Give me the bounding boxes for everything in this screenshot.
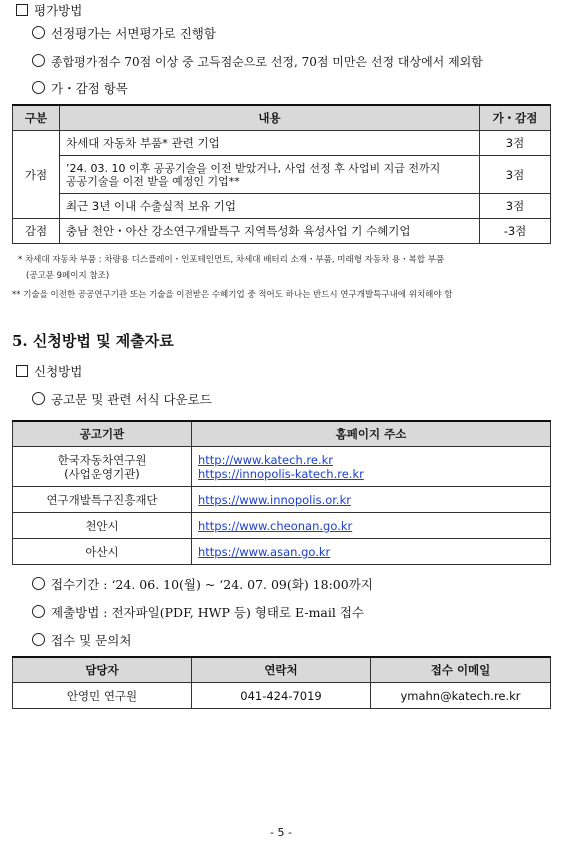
katech-link[interactable]: http://www.katech.re.kr [198,452,333,467]
contact-table [12,656,551,709]
evaluation-item: 선정평가는 서면평가로 진행함 [32,26,216,42]
contact-person: 안영민 연구원 [13,683,192,709]
innopolis-link[interactable]: https://www.innopolis.or.kr [198,492,351,507]
footnote: ** 기술을 이전한 공공연구기관 또는 기술을 이전받은 수혜기업 중 적어도 하나는 반드시 연구개발특구내에 위치해야 함 [12,290,453,300]
section-title: 5. 신청방법 및 제출자료 [12,332,174,350]
evaluation-heading: 평가방법 [16,3,82,19]
circle-bullet-icon [32,54,45,67]
table-row [13,487,551,513]
row-content: 최근 3년 이내 수출실적 보유 기업 [60,194,480,219]
circle-bullet-icon [32,26,45,39]
org-cell: 한국자동차연구원 (사업운영기관) [13,447,192,487]
table-header: 접수 이메일 [371,657,551,683]
org-cell: 천안시 [13,513,192,539]
row-content: 충남 천안・아산 강소연구개발특구 지역특성화 육성사업 기 수혜기업 [60,219,480,244]
circle-bullet-icon [32,392,45,405]
table-header: 내용 [60,105,480,131]
submit-item: 제출방법 : 전자파일(PDF, HWP 등) 형태로 E-mail 접수 [32,605,364,621]
evaluation-item: 종합평가점수 70점 이상 중 고득점순으로 선정, 70점 미만은 선정 대상에서 제외함 [32,54,483,70]
circle-bullet-icon [32,633,45,646]
url-cell [192,447,551,487]
minus-label: 감점 [13,219,60,244]
table-row [13,539,551,565]
table-row [13,513,551,539]
footnote: * 차세대 자동차 부품 : 차량용 디스플레이・인포테인먼트, 차세대 배터리 소재・부품, 미래형 자동차 용・복합 부품 [18,255,445,265]
row-points: 3점 [480,156,551,194]
table-header: 홈페이지 주소 [192,421,551,447]
bonus-points-table [12,104,551,244]
plus-label: 가점 [13,131,60,219]
row-points: 3점 [480,131,551,156]
table-row [13,683,551,709]
table-header: 연락처 [192,657,371,683]
cheonan-link[interactable]: https://www.cheonan.go.kr [198,518,353,533]
url-cell [192,513,551,539]
table-header: 구분 [13,105,60,131]
table-header: 공고기관 [13,421,192,447]
page-number: - 5 - [270,826,292,839]
links-table [12,420,551,565]
table-row [13,194,551,219]
square-bullet-icon [16,365,28,377]
circle-bullet-icon [32,81,45,94]
circle-bullet-icon [32,605,45,618]
row-content: ’24. 03. 10 이후 공공기술을 이전 받았거나, 사업 선정 후 사업비 지급 전까지 공공기술을 이전 받을 예정인 기업** [60,156,480,194]
download-item: 공고문 및 관련 서식 다운로드 [32,392,212,408]
table-header: 담당자 [13,657,192,683]
org-cell: 연구개발특구진흥재단 [13,487,192,513]
row-content: 차세대 자동차 부품* 관련 기업 [60,131,480,156]
contact-phone: 041-424-7019 [192,683,371,709]
contact-email[interactable]: ymahn@katech.re.kr [371,683,551,709]
url-cell [192,539,551,565]
method-heading: 신청방법 [16,364,82,380]
square-bullet-icon [16,4,28,16]
row-points: -3점 [480,219,551,244]
period-item: 접수기간 : ‘24. 06. 10(월) ~ ‘24. 07. 09(화) 18:00까지 [32,577,373,593]
table-header: 가・감점 [480,105,551,131]
evaluation-item: 가・감점 항목 [32,81,128,97]
circle-bullet-icon [32,577,45,590]
url-cell [192,487,551,513]
contact-item: 접수 및 문의처 [32,633,131,649]
table-row [13,156,551,194]
table-row [13,447,551,487]
table-row [13,131,551,156]
row-points: 3점 [480,194,551,219]
footnote: (공고문 9페이지 참조) [26,271,110,281]
org-cell: 아산시 [13,539,192,565]
table-row [13,219,551,244]
innopolis-katech-link[interactable]: https://innopolis-katech.re.kr [198,466,364,481]
asan-link[interactable]: https://www.asan.go.kr [198,544,331,559]
